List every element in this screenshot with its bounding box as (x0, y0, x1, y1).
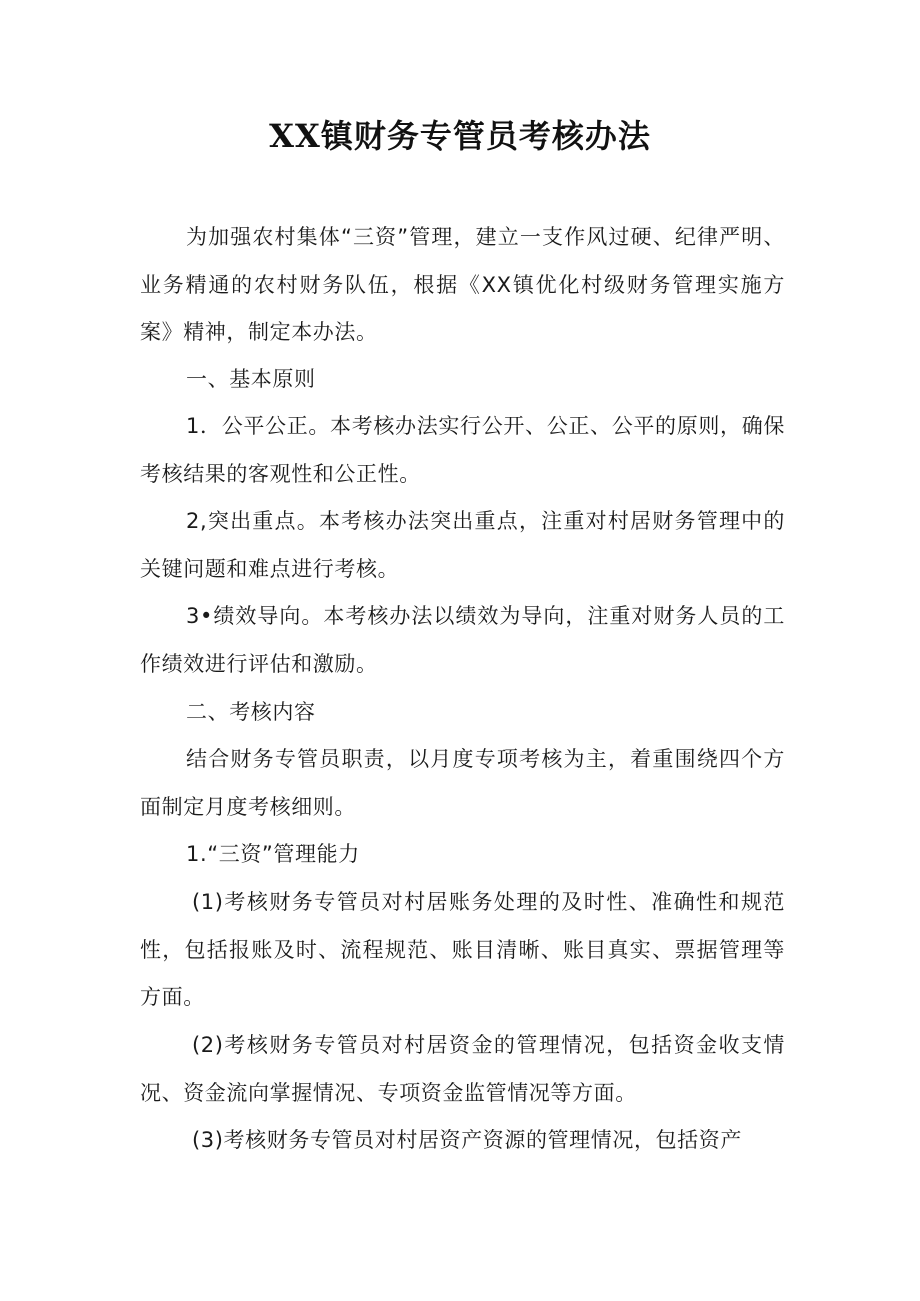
principle-fairness: 1．公平公正。本考核办法实行公开、公正、公平的原则，确保考核结果的客观性和公正性。 (140, 414, 785, 486)
section-heading-principles: 一、基本原则 (186, 367, 316, 391)
item-assets: (3)考核财务专管员对村居资产资源的管理情况，包括资产 (192, 1128, 742, 1152)
document-title: XX镇财务专管员考核办法 (269, 117, 651, 155)
subsection-heading-capability: 1.“三资”管理能力 (186, 842, 360, 866)
item-accounting: (1)考核财务专管员对村居账务处理的及时性、准确性和规范性，包括报账及时、流程规范、账目清晰、账目真实、票据管理等方面。 (140, 890, 785, 1009)
section-heading-content: 二、考核内容 (186, 700, 316, 724)
item-funds: (2)考核财务专管员对村居资金的管理情况，包括资金收支情况、资金流向掌握情况、专项资金监管情况等方面。 (140, 1033, 785, 1105)
principle-focus: 2,突出重点。本考核办法突出重点，注重对村居财务管理中的关键问题和难点进行考核。 (140, 509, 785, 581)
content-intro-paragraph: 结合财务专管员职责，以月度专项考核为主，着重围绕四个方面制定月度考核细则。 (140, 747, 785, 819)
principle-performance: 3•绩效导向。本考核办法以绩效为导向，注重对财务人员的工作绩效进行评估和激励。 (140, 604, 785, 676)
intro-paragraph: 为加强农村集体“三资”管理，建立一支作风过硬、纪律严明、业务精通的农村财务队伍，根据《XX镇优化村级财务管理实施方案》精神，制定本办法。 (140, 225, 785, 344)
